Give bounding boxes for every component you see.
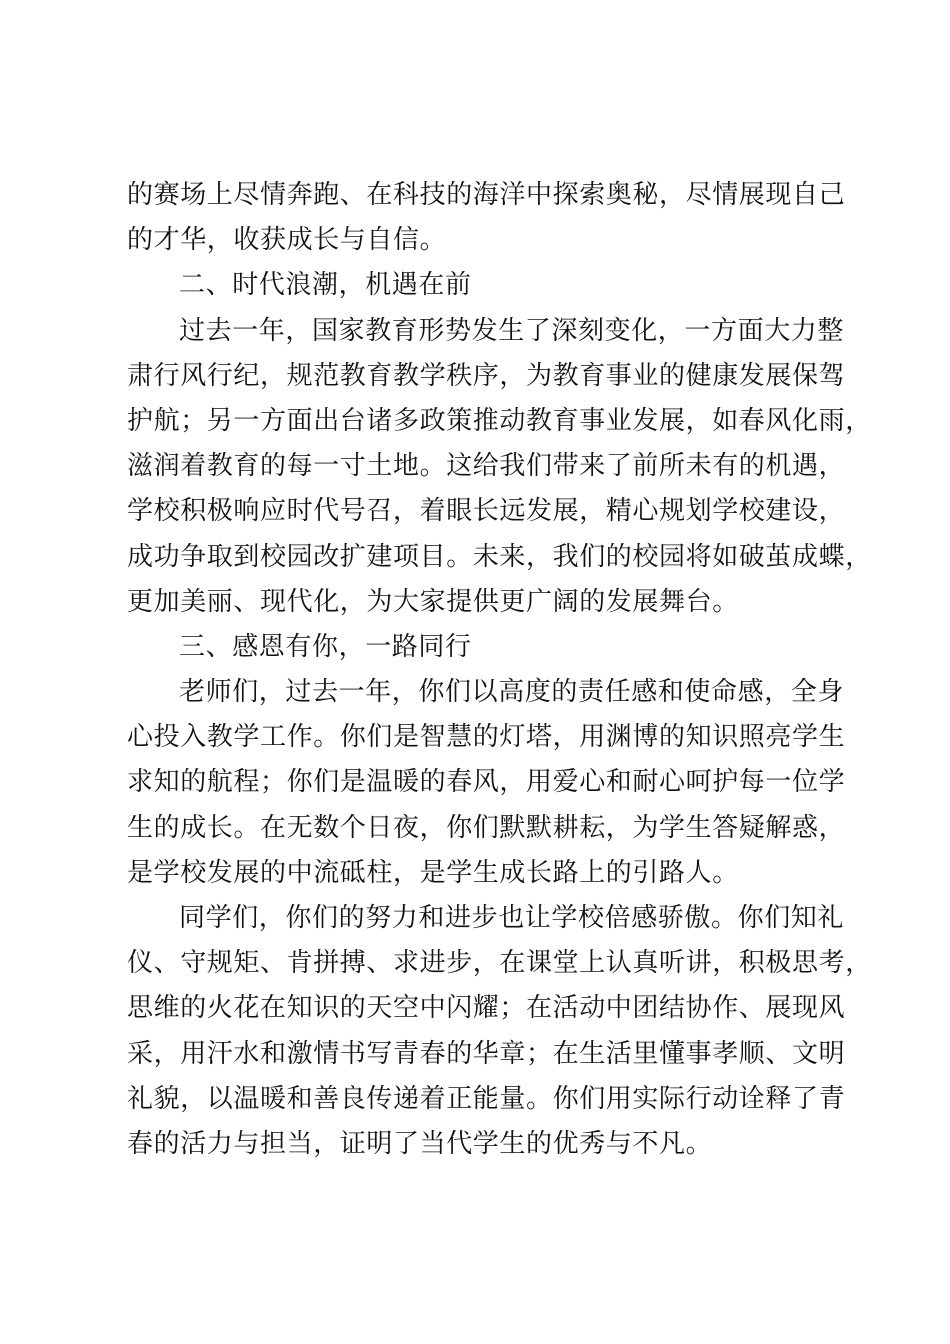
text-line: 学校积极响应时代号召，着眼长远发展，精心规划学校建设， <box>127 496 846 527</box>
text-line: 心投入教学工作。你们是智慧的灯塔，用渊博的知识照亮学生 <box>127 722 846 753</box>
paragraph-first-line: 二、时代浪潮，机遇在前 <box>179 270 472 301</box>
text-line: 护航；另一方面出台诸多政策推动教育事业发展，如春风化雨， <box>127 405 872 436</box>
text-line: 的赛场上尽情奔跑、在科技的海洋中探索奥秘，尽情展现自己 <box>127 180 846 210</box>
text-line: 求知的航程；你们是温暖的春风，用爱心和耐心呵护每一位学 <box>127 767 846 798</box>
text-line: 更加美丽、现代化，为大家提供更广阔的发展舞台。 <box>127 586 739 617</box>
text-line: 滋润着教育的每一寸土地。这给我们带来了前所未有的机遇， <box>127 451 846 482</box>
text-line: 春的活力与担当，证明了当代学生的优秀与不凡。 <box>127 1128 713 1159</box>
text-line: 的才华，收获成长与自信。 <box>127 225 447 256</box>
text-line: 礼貌，以温暖和善良传递着正能量。你们用实际行动诠释了青 <box>127 1083 846 1114</box>
text-line: 思维的火花在知识的天空中闪耀；在活动中团结协作、展现风 <box>127 993 846 1024</box>
paragraph-first-line: 三、感恩有你，一路同行 <box>179 631 472 662</box>
paragraph-first-line: 老师们，过去一年，你们以高度的责任感和使命感，全身 <box>179 677 845 708</box>
text-line: 仪、守规矩、肯拼搏、求进步，在课堂上认真听讲，积极思考， <box>127 948 872 979</box>
text-line: 肃行风行纪，规范教育教学秩序，为教育事业的健康发展保驾 <box>127 360 846 391</box>
text-line: 采，用汗水和激情书写青春的华章；在生活里懂事孝顺、文明 <box>127 1038 846 1069</box>
text-line: 成功争取到校园改扩建项目。未来，我们的校园将如破茧成蝶， <box>127 541 872 572</box>
paragraph-first-line: 过去一年，国家教育形势发生了深刻变化，一方面大力整 <box>179 315 845 346</box>
document-body <box>127 173 872 1167</box>
text-line: 生的成长。在无数个日夜，你们默默耕耘，为学生答疑解惑， <box>127 812 846 843</box>
text-line: 是学校发展的中流砥柱，是学生成长路上的引路人。 <box>127 857 739 888</box>
paragraph-first-line: 同学们，你们的努力和进步也让学校倍感骄傲。你们知礼 <box>179 903 845 933</box>
